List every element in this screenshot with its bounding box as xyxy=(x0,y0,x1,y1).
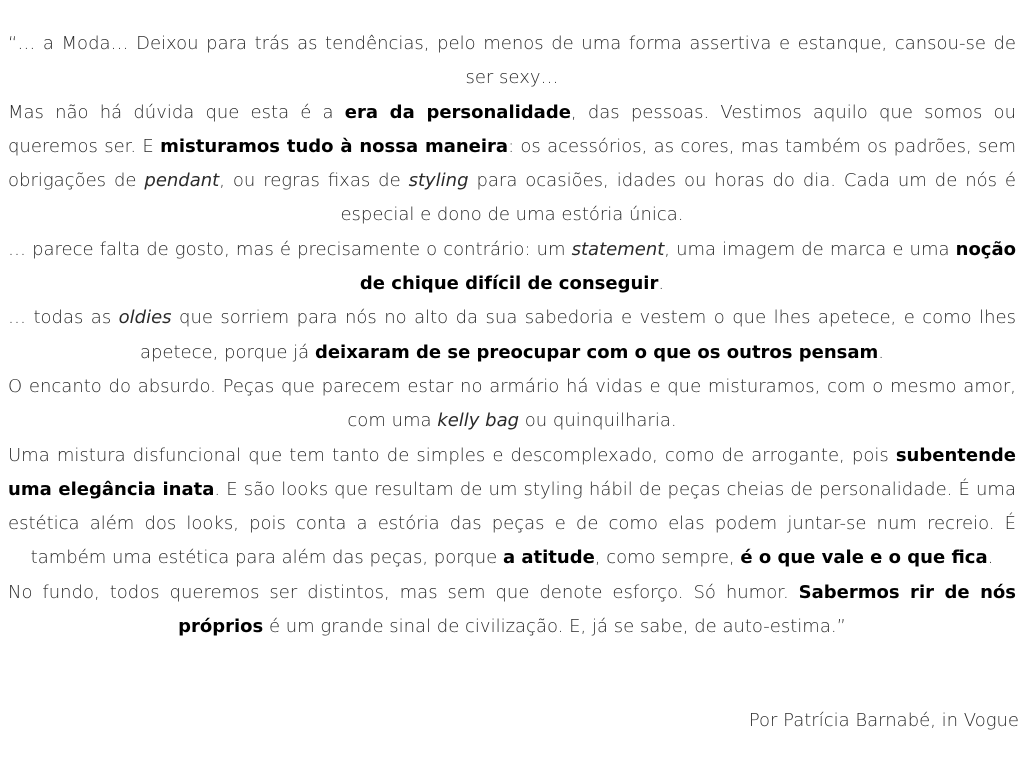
quote-paragraph-7 xyxy=(8,576,1016,645)
quote-paragraph-1 xyxy=(8,27,1016,96)
quote-paragraph-5 xyxy=(8,370,1016,439)
text-run: … parece falta de gosto, mas é precisamente o contrário: um xyxy=(8,238,572,260)
text-run: , como sempre, xyxy=(594,547,741,569)
bold-phrase: é o que vale e o que fica xyxy=(740,547,988,569)
bold-phrase: Sabermos rir de nós próprios xyxy=(178,581,1016,638)
text-run: . E são looks que resultam de um styling hábil de peças cheias de personalidade. É uma estética além dos looks, pois conta a estória das peças e de como elas podem juntar-se num recreio. É também uma estética para além das peças, porque xyxy=(8,478,1016,569)
text-run: é um grande sinal de civilização. E, já se sabe, de auto-estima.” xyxy=(263,616,846,638)
text-run: para ocasiões, idades ou horas do dia. Cada um de nós é especial e dono de uma estória única. xyxy=(340,170,1016,226)
italic-phrase: kelly bag xyxy=(437,410,520,432)
italic-phrase: pendant xyxy=(144,170,220,192)
text-run: O encanto do absurdo. Peças que parecem estar no armário há vidas e que misturamos, com o mesmo amor, com uma xyxy=(8,375,1016,432)
italic-phrase: oldies xyxy=(118,307,172,329)
text-run: No fundo, todos queremos ser distintos, mas sem que denote esforço. Só humor. xyxy=(8,581,799,603)
quote-paragraph-3 xyxy=(8,233,1016,302)
quote-paragraph-4 xyxy=(8,301,1016,370)
quote-attribution: Por Patrícia Barnabé, in Vogue xyxy=(748,710,1019,731)
text-run: . xyxy=(987,547,994,569)
quote-paragraph-2 xyxy=(8,96,1016,233)
italic-phrase: styling xyxy=(408,170,469,192)
text-run: : os acessórios, as cores, mas também os padrões, sem obrigações de xyxy=(8,135,1016,192)
italic-phrase: statement xyxy=(571,238,665,260)
quote-paragraph-6 xyxy=(8,439,1016,576)
text-run: … todas as xyxy=(8,307,119,329)
text-run: ou quinquilharia. xyxy=(519,410,677,432)
text-run: . xyxy=(878,341,885,363)
text-run: . xyxy=(658,273,665,295)
bold-phrase: deixaram de se preocupar com o que os outros pensam xyxy=(314,341,879,363)
text-run: que sorriem para nós no alto da sua sabedoria e vestem o que lhes apetece, e como lhes apetece, porque já xyxy=(139,307,1016,363)
text-run: Uma mistura disfuncional que tem tanto de simples e descomplexado, como de arrogante, pois xyxy=(8,444,896,466)
text-run: , uma imagem de marca e uma xyxy=(664,238,956,260)
bold-phrase: era da personalidade xyxy=(344,101,571,123)
text-run: Mas não há dúvida que esta é a xyxy=(8,101,345,123)
bold-phrase: a atitude xyxy=(502,547,595,569)
text-run: “… a Moda… Deixou para trás as tendências, pelo menos de uma forma assertiva e estanque, cansou-se de ser sexy… xyxy=(8,33,1016,89)
bold-phrase: subentende uma elegância inata xyxy=(8,444,1016,500)
text-run: , das pessoas. Vestimos aquilo que somos ou queremos ser. E xyxy=(8,101,1016,157)
text-run: , ou regras fixas de xyxy=(219,170,409,192)
bold-phrase: noção de chique difícil de conseguir xyxy=(359,238,1016,295)
bold-phrase: misturamos tudo à nossa maneira xyxy=(160,135,509,157)
quote-text-block xyxy=(8,27,1016,644)
